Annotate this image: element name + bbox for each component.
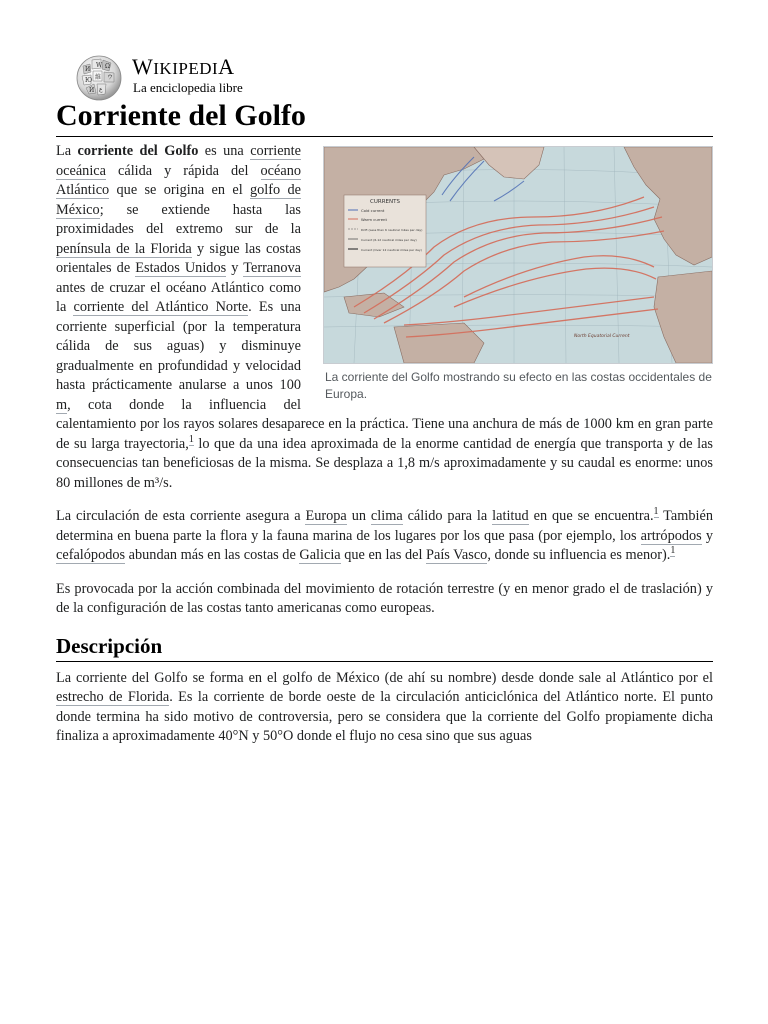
reference-link[interactable]: 1 [670, 545, 676, 557]
legend-item-cold: Cold current [361, 208, 385, 213]
figure-caption: La corriente del Golfo mostrando su efecto en las costas occidentales de Europa. [325, 370, 712, 401]
link-latitud[interactable]: latitud [492, 508, 529, 524]
wordmark-last-letter: A [218, 54, 235, 79]
bold-term: corriente del Golfo [77, 143, 199, 159]
link-estados-unidos[interactable]: Estados Unidos [135, 260, 227, 276]
link-corriente-oceanica[interactable]: corriente oceánica [56, 143, 302, 179]
link-artropodos[interactable]: artrópodos [640, 527, 702, 544]
globe-glyph: 維 [95, 74, 102, 81]
page-title: Corriente del Golfo [56, 97, 713, 137]
link-corriente-atlantico-norte[interactable]: corriente del Atlántico Norte [73, 299, 249, 315]
article-body [56, 142, 713, 761]
legend-item-drift: Drift (Less than 6 nautical miles per day) [361, 228, 423, 232]
wordmark-middle: IKIPEDI [153, 59, 219, 78]
legend-title: CURRENTS [370, 199, 400, 205]
wikipedia-tagline: La enciclopedia libre [133, 80, 243, 95]
legend-item-current-fast: Current (Over 12 nautical miles per day) [361, 248, 422, 252]
globe-glyph: Ю [85, 77, 93, 84]
link-europa[interactable]: Europa [305, 508, 347, 524]
link-cefalopodos[interactable]: cefalópodos [56, 547, 126, 563]
link-pais-vasco[interactable]: País Vasco [426, 547, 488, 563]
link-golfo-de-mexico[interactable]: golfo de México [56, 182, 301, 218]
section-heading-descripcion: Descripción [56, 633, 713, 662]
globe-glyph: Ѝ [89, 87, 95, 94]
ocean-currents-map-image[interactable] [323, 146, 713, 364]
globe-glyph: И [85, 66, 91, 73]
globe-glyph: Ω [105, 63, 110, 70]
intro-paragraph: La corriente del Golfo es una corriente oceánica cálida y rápida del océano Atlántico que se origina en el golfo de México; se extiende hasta las proximidades del extremo sur de la península de la Florida y sigue las costas orientales de Estados Unidos y Terranova antes de cruzar el océano Atlántico como la corriente del Atlántico Norte. Es una corriente superficial (por la temperatura cálida de sus aguas) y disminuye gradualmente en profundidad y velocidad hasta prácticamente anularse a unos 100 m, cota donde la influencia del calentamiento por los rayos solares desaparece en la práctica. Tiene una anchura de más de 1000 km en gran parte de su larga trayectoria,$^1$ lo que da una idea aproximada de la enorme cantidad de energía que transporta y de las consecuencias tan beneficiosas de la misma. Se desplaza a 1,8 m/s aproximadamente y su caudal es enorme: unos 80 millones de m³/s. [56, 143, 714, 491]
link-galicia[interactable]: Galicia [299, 547, 341, 563]
climate-paragraph: La circulación de esta corriente asegura a Europa un clima cálido para la latitud en que se encuentra.$^1$ También determina en buena parte la flora y la fauna marina de los lugares por los que pasa (por ejemplo, los artrópodos y cefalópodos abundan más en las costas de Galicia que en las del País Vasco, donde su influencia es menor).$^1$ [56, 506, 713, 563]
globe-glyph: W [96, 62, 103, 69]
reference-link[interactable]: 1 [653, 506, 659, 518]
link-clima[interactable]: clima [370, 508, 403, 524]
globe-glyph: ع [99, 86, 103, 93]
map-legend [344, 195, 426, 267]
description-paragraph: La corriente del Golfo se forma en el golfo de México (de ahí su nombre) desde donde sale al Atlántico por el estrecho de Florida. Es la corriente de borde oeste de la circulación anticiclónica del Atlántico norte. El punto donde termina ha sido motivo de controversia, pero se considera que la corriente del Golfo propiamente dicha finaliza a aproximadamente 40°N y 50°O donde el flujo no cesa sino que sus aguas [56, 669, 713, 744]
link-estrecho-de-florida[interactable]: estrecho de Florida [56, 689, 170, 705]
map-label-north-equatorial-current: North Equatorial Current [574, 334, 630, 339]
legend-item-current-medium: Current (6-12 nautical miles per day) [361, 238, 417, 242]
link-oceano-atlantico[interactable]: océano Atlántico [56, 162, 301, 198]
legend-item-warm: Warm current [361, 217, 387, 222]
link-terranova[interactable]: Terranova [243, 260, 302, 276]
reference-link[interactable]: 1 [188, 433, 194, 445]
cause-paragraph: Es provocada por la acción combinada del movimiento de rotación terrestre (y en menor grado el de traslación) y de la configuración de las costas tanto americanas como europeas. [56, 580, 713, 616]
link-peninsula-florida[interactable]: península de la Florida [56, 240, 192, 257]
link-metro[interactable]: m [56, 396, 68, 413]
article-figure [323, 146, 713, 403]
globe-glyph: ウ [107, 74, 114, 81]
wordmark-first-letter: W [132, 54, 154, 79]
